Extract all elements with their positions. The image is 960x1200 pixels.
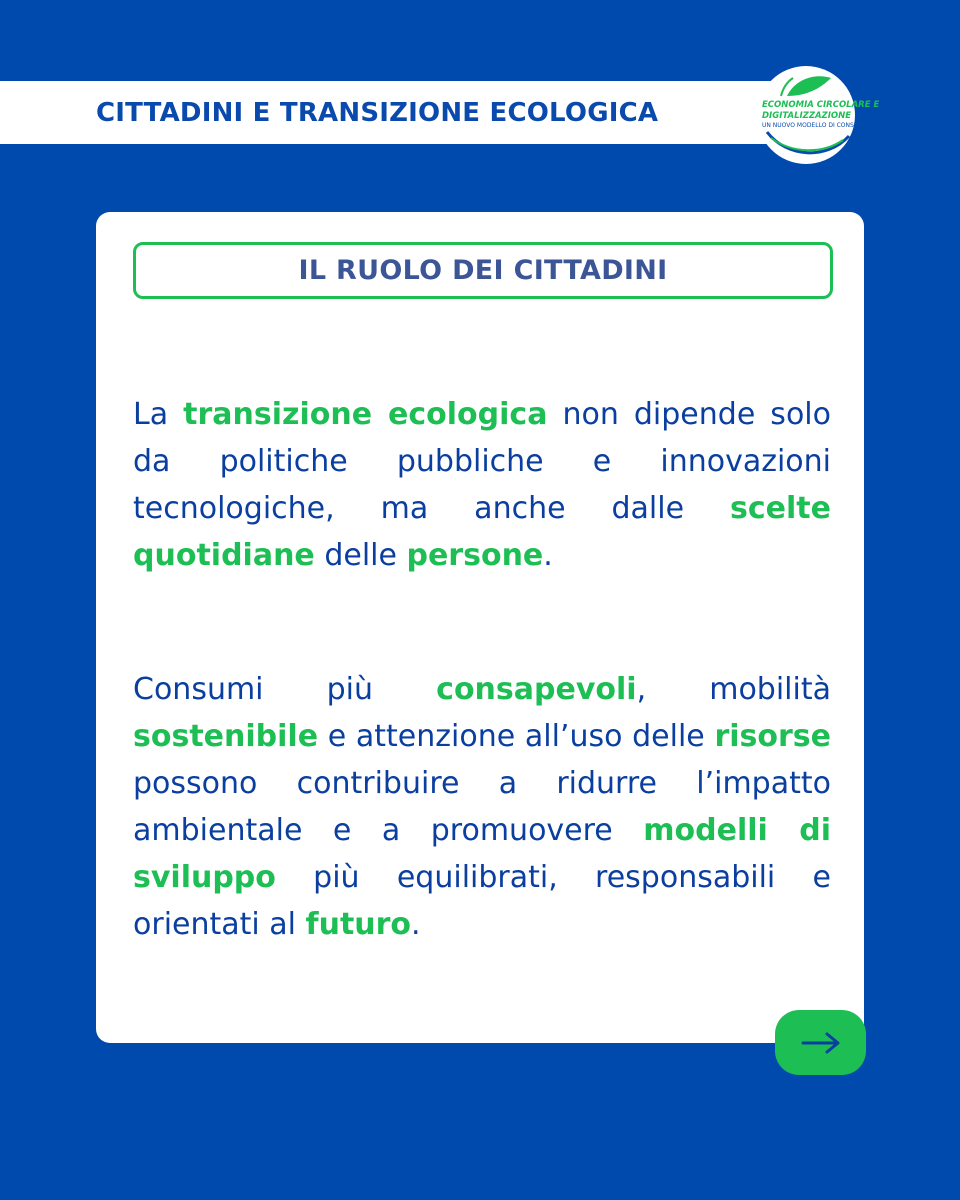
body-text: delle [314,538,407,573]
next-button[interactable] [775,1010,866,1075]
section-title-box [133,242,833,299]
highlighted-text: transizione ecologica [183,397,548,432]
body-text: , mobilità [636,672,831,707]
highlighted-text: futuro [305,907,412,942]
highlighted-text: scelte quotidiane [133,491,831,573]
logo-text-line2: DIGITALIZZAZIONE [762,111,852,121]
highlighted-text: modelli di sviluppo [133,813,831,895]
body-text: non dipende solo da politiche pubbliche e innovazioni tecnologiche, ma anche dalle [133,397,831,526]
body-text: La [133,397,184,432]
body-text: e attenzione all’uso delle [318,719,715,754]
paragraph-1 [133,391,831,579]
body-text: . [411,907,421,942]
arrow-right-icon [799,1031,843,1055]
body-text: Consumi più [133,672,437,707]
body-text: . [543,538,553,573]
logo-badge [757,66,880,164]
highlighted-text: risorse [714,719,831,754]
logo-text-line3: UN NUOVO MODELLO DI CONSUMO [762,122,869,129]
highlighted-text: sostenibile [133,719,319,754]
header-title: CITTADINI E TRANSIZIONE ECOLOGICA [96,97,659,128]
header-banner [0,81,810,144]
paragraph-2 [133,666,831,948]
highlighted-text: persone [406,538,544,573]
body-text: più equilibrati, responsabili e orientati al [133,860,831,942]
content-card [96,212,864,1043]
section-title: IL RUOLO DEI CITTADINI [298,255,668,286]
logo-text-line1: ECONOMIA CIRCOLARE E [762,100,880,110]
body-text: possono contribuire a ridurre l’impatto ambientale e a promuovere [133,766,831,848]
highlighted-text: consapevoli [436,672,637,707]
